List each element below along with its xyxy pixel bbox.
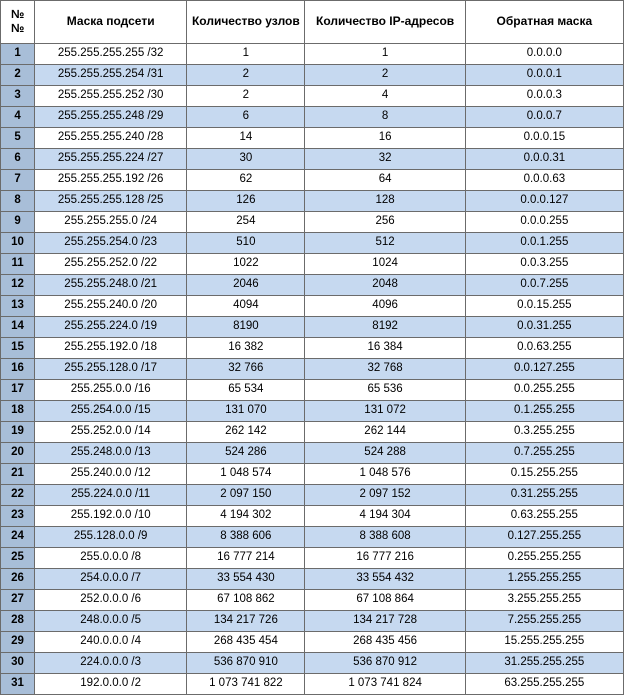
cell-subnet-mask: 240.0.0.0 /4: [35, 632, 187, 653]
cell-ip-count: 536 870 912: [305, 653, 465, 674]
cell-subnet-mask: 255.255.0.0 /16: [35, 380, 187, 401]
cell-subnet-mask: 255.255.255.240 /28: [35, 128, 187, 149]
cell-host-count: 536 870 910: [187, 653, 305, 674]
cell-subnet-mask: 255.224.0.0 /11: [35, 485, 187, 506]
cell-host-count: 1022: [187, 254, 305, 275]
table-row: [1, 674, 624, 695]
cell-subnet-mask: 252.0.0.0 /6: [35, 590, 187, 611]
cell-ip-count: 1 048 576: [305, 464, 465, 485]
table-row: [1, 296, 624, 317]
cell-row-number: 21: [1, 464, 35, 485]
cell-ip-count: 2 097 152: [305, 485, 465, 506]
cell-host-count: 6: [187, 107, 305, 128]
table-body: [1, 44, 624, 695]
cell-host-count: 134 217 726: [187, 611, 305, 632]
cell-wildcard-mask: 0.3.255.255: [465, 422, 623, 443]
table-row: [1, 548, 624, 569]
cell-row-number: 16: [1, 359, 35, 380]
cell-wildcard-mask: 0.0.63.255: [465, 338, 623, 359]
cell-row-number: 2: [1, 65, 35, 86]
table-row: [1, 359, 624, 380]
cell-row-number: 30: [1, 653, 35, 674]
table-row: [1, 611, 624, 632]
cell-host-count: 2046: [187, 275, 305, 296]
cell-wildcard-mask: 0.1.255.255: [465, 401, 623, 422]
column-header-wildcard-mask: Обратная маска: [465, 1, 623, 44]
cell-host-count: 30: [187, 149, 305, 170]
cell-host-count: 14: [187, 128, 305, 149]
cell-subnet-mask: 255.255.240.0 /20: [35, 296, 187, 317]
cell-subnet-mask: 255.255.192.0 /18: [35, 338, 187, 359]
cell-ip-count: 16 384: [305, 338, 465, 359]
cell-row-number: 9: [1, 212, 35, 233]
table-row: [1, 464, 624, 485]
cell-wildcard-mask: 15.255.255.255: [465, 632, 623, 653]
cell-subnet-mask: 248.0.0.0 /5: [35, 611, 187, 632]
cell-ip-count: 256: [305, 212, 465, 233]
cell-subnet-mask: 254.0.0.0 /7: [35, 569, 187, 590]
cell-subnet-mask: 255.255.255.0 /24: [35, 212, 187, 233]
cell-wildcard-mask: 0.15.255.255: [465, 464, 623, 485]
cell-wildcard-mask: 0.7.255.255: [465, 443, 623, 464]
table-row: [1, 107, 624, 128]
cell-host-count: 67 108 862: [187, 590, 305, 611]
cell-ip-count: 8192: [305, 317, 465, 338]
table-row: [1, 65, 624, 86]
cell-row-number: 8: [1, 191, 35, 212]
cell-subnet-mask: 255.255.252.0 /22: [35, 254, 187, 275]
cell-host-count: 268 435 454: [187, 632, 305, 653]
table-row: [1, 149, 624, 170]
cell-row-number: 5: [1, 128, 35, 149]
column-header-host-count: Количество узлов: [187, 1, 305, 44]
cell-subnet-mask: 224.0.0.0 /3: [35, 653, 187, 674]
cell-wildcard-mask: 0.0.0.0: [465, 44, 623, 65]
table-row: [1, 338, 624, 359]
cell-subnet-mask: 255.240.0.0 /12: [35, 464, 187, 485]
cell-wildcard-mask: 0.0.0.1: [465, 65, 623, 86]
cell-wildcard-mask: 0.0.31.255: [465, 317, 623, 338]
cell-subnet-mask: 255.255.255.248 /29: [35, 107, 187, 128]
column-header-subnet-mask: Маска подсети: [35, 1, 187, 44]
cell-wildcard-mask: 0.0.0.31: [465, 149, 623, 170]
cell-wildcard-mask: 0.0.0.7: [465, 107, 623, 128]
cell-row-number: 28: [1, 611, 35, 632]
cell-row-number: 14: [1, 317, 35, 338]
cell-ip-count: 262 144: [305, 422, 465, 443]
cell-host-count: 1: [187, 44, 305, 65]
table-row: [1, 44, 624, 65]
cell-ip-count: 1 073 741 824: [305, 674, 465, 695]
cell-ip-count: 64: [305, 170, 465, 191]
cell-wildcard-mask: 63.255.255.255: [465, 674, 623, 695]
cell-host-count: 1 048 574: [187, 464, 305, 485]
cell-host-count: 4094: [187, 296, 305, 317]
cell-row-number: 22: [1, 485, 35, 506]
cell-subnet-mask: 255.252.0.0 /14: [35, 422, 187, 443]
cell-ip-count: 131 072: [305, 401, 465, 422]
cell-wildcard-mask: 0.0.7.255: [465, 275, 623, 296]
cell-ip-count: 1024: [305, 254, 465, 275]
cell-row-number: 20: [1, 443, 35, 464]
cell-subnet-mask: 255.255.255.252 /30: [35, 86, 187, 107]
cell-ip-count: 512: [305, 233, 465, 254]
cell-host-count: 262 142: [187, 422, 305, 443]
table-row: [1, 443, 624, 464]
cell-ip-count: 65 536: [305, 380, 465, 401]
table-row: [1, 275, 624, 296]
cell-host-count: 16 777 214: [187, 548, 305, 569]
cell-host-count: 62: [187, 170, 305, 191]
cell-wildcard-mask: 0.0.255.255: [465, 380, 623, 401]
cell-wildcard-mask: 3.255.255.255: [465, 590, 623, 611]
cell-row-number: 26: [1, 569, 35, 590]
cell-host-count: 131 070: [187, 401, 305, 422]
table-row: [1, 590, 624, 611]
table-row: [1, 212, 624, 233]
cell-wildcard-mask: 0.0.127.255: [465, 359, 623, 380]
cell-wildcard-mask: 0.0.0.15: [465, 128, 623, 149]
cell-wildcard-mask: 0.255.255.255: [465, 548, 623, 569]
cell-row-number: 18: [1, 401, 35, 422]
cell-subnet-mask: 255.248.0.0 /13: [35, 443, 187, 464]
table-row: [1, 653, 624, 674]
cell-row-number: 29: [1, 632, 35, 653]
table-row: [1, 170, 624, 191]
table-row: [1, 422, 624, 443]
table-row: [1, 128, 624, 149]
cell-wildcard-mask: 0.31.255.255: [465, 485, 623, 506]
cell-host-count: 254: [187, 212, 305, 233]
cell-ip-count: 1: [305, 44, 465, 65]
cell-subnet-mask: 255.255.254.0 /23: [35, 233, 187, 254]
table-row: [1, 401, 624, 422]
table-row: [1, 191, 624, 212]
cell-wildcard-mask: 7.255.255.255: [465, 611, 623, 632]
cell-wildcard-mask: 31.255.255.255: [465, 653, 623, 674]
cell-row-number: 10: [1, 233, 35, 254]
table-row: [1, 233, 624, 254]
cell-ip-count: 32: [305, 149, 465, 170]
table-row: [1, 527, 624, 548]
cell-subnet-mask: 255.255.255.254 /31: [35, 65, 187, 86]
cell-ip-count: 268 435 456: [305, 632, 465, 653]
cell-host-count: 524 286: [187, 443, 305, 464]
cell-wildcard-mask: 1.255.255.255: [465, 569, 623, 590]
cell-host-count: 1 073 741 822: [187, 674, 305, 695]
cell-ip-count: 134 217 728: [305, 611, 465, 632]
cell-row-number: 7: [1, 170, 35, 191]
cell-row-number: 25: [1, 548, 35, 569]
cell-ip-count: 2: [305, 65, 465, 86]
table-row: [1, 506, 624, 527]
cell-ip-count: 16 777 216: [305, 548, 465, 569]
table-row: [1, 254, 624, 275]
table-header-row: [1, 1, 624, 44]
cell-wildcard-mask: 0.0.0.63: [465, 170, 623, 191]
cell-ip-count: 4 194 304: [305, 506, 465, 527]
cell-ip-count: 4: [305, 86, 465, 107]
cell-host-count: 2: [187, 65, 305, 86]
cell-host-count: 65 534: [187, 380, 305, 401]
cell-ip-count: 524 288: [305, 443, 465, 464]
cell-subnet-mask: 255.192.0.0 /10: [35, 506, 187, 527]
cell-ip-count: 4096: [305, 296, 465, 317]
column-header-number: №№: [1, 1, 35, 44]
cell-row-number: 6: [1, 149, 35, 170]
cell-wildcard-mask: 0.0.0.127: [465, 191, 623, 212]
cell-ip-count: 67 108 864: [305, 590, 465, 611]
cell-row-number: 17: [1, 380, 35, 401]
column-header-ip-count: Количество IP-адресов: [305, 1, 465, 44]
cell-host-count: 510: [187, 233, 305, 254]
table-row: [1, 380, 624, 401]
cell-ip-count: 33 554 432: [305, 569, 465, 590]
cell-ip-count: 2048: [305, 275, 465, 296]
cell-host-count: 4 194 302: [187, 506, 305, 527]
cell-ip-count: 128: [305, 191, 465, 212]
table-row: [1, 86, 624, 107]
table-row: [1, 485, 624, 506]
cell-subnet-mask: 255.0.0.0 /8: [35, 548, 187, 569]
cell-row-number: 31: [1, 674, 35, 695]
cell-subnet-mask: 255.255.255.255 /32: [35, 44, 187, 65]
cell-row-number: 23: [1, 506, 35, 527]
cell-subnet-mask: 255.255.255.128 /25: [35, 191, 187, 212]
cell-row-number: 15: [1, 338, 35, 359]
table-header: [1, 1, 624, 44]
cell-row-number: 11: [1, 254, 35, 275]
cell-host-count: 2: [187, 86, 305, 107]
cell-host-count: 33 554 430: [187, 569, 305, 590]
cell-row-number: 27: [1, 590, 35, 611]
cell-host-count: 32 766: [187, 359, 305, 380]
cell-host-count: 8 388 606: [187, 527, 305, 548]
cell-ip-count: 16: [305, 128, 465, 149]
cell-wildcard-mask: 0.0.1.255: [465, 233, 623, 254]
cell-host-count: 2 097 150: [187, 485, 305, 506]
cell-row-number: 24: [1, 527, 35, 548]
cell-row-number: 13: [1, 296, 35, 317]
cell-wildcard-mask: 0.127.255.255: [465, 527, 623, 548]
table-row: [1, 317, 624, 338]
cell-row-number: 19: [1, 422, 35, 443]
cell-wildcard-mask: 0.0.0.3: [465, 86, 623, 107]
table-row: [1, 632, 624, 653]
cell-row-number: 1: [1, 44, 35, 65]
cell-host-count: 8190: [187, 317, 305, 338]
cell-subnet-mask: 255.255.248.0 /21: [35, 275, 187, 296]
cell-wildcard-mask: 0.0.15.255: [465, 296, 623, 317]
cell-subnet-mask: 192.0.0.0 /2: [35, 674, 187, 695]
cell-host-count: 16 382: [187, 338, 305, 359]
cell-subnet-mask: 255.255.224.0 /19: [35, 317, 187, 338]
cell-row-number: 4: [1, 107, 35, 128]
cell-row-number: 12: [1, 275, 35, 296]
cell-subnet-mask: 255.255.128.0 /17: [35, 359, 187, 380]
table-row: [1, 569, 624, 590]
cell-row-number: 3: [1, 86, 35, 107]
cell-subnet-mask: 255.255.255.224 /27: [35, 149, 187, 170]
cell-subnet-mask: 255.128.0.0 /9: [35, 527, 187, 548]
cell-ip-count: 32 768: [305, 359, 465, 380]
cell-host-count: 126: [187, 191, 305, 212]
cell-subnet-mask: 255.254.0.0 /15: [35, 401, 187, 422]
cell-ip-count: 8: [305, 107, 465, 128]
cell-wildcard-mask: 0.0.3.255: [465, 254, 623, 275]
cell-wildcard-mask: 0.63.255.255: [465, 506, 623, 527]
cell-wildcard-mask: 0.0.0.255: [465, 212, 623, 233]
cell-ip-count: 8 388 608: [305, 527, 465, 548]
cell-subnet-mask: 255.255.255.192 /26: [35, 170, 187, 191]
